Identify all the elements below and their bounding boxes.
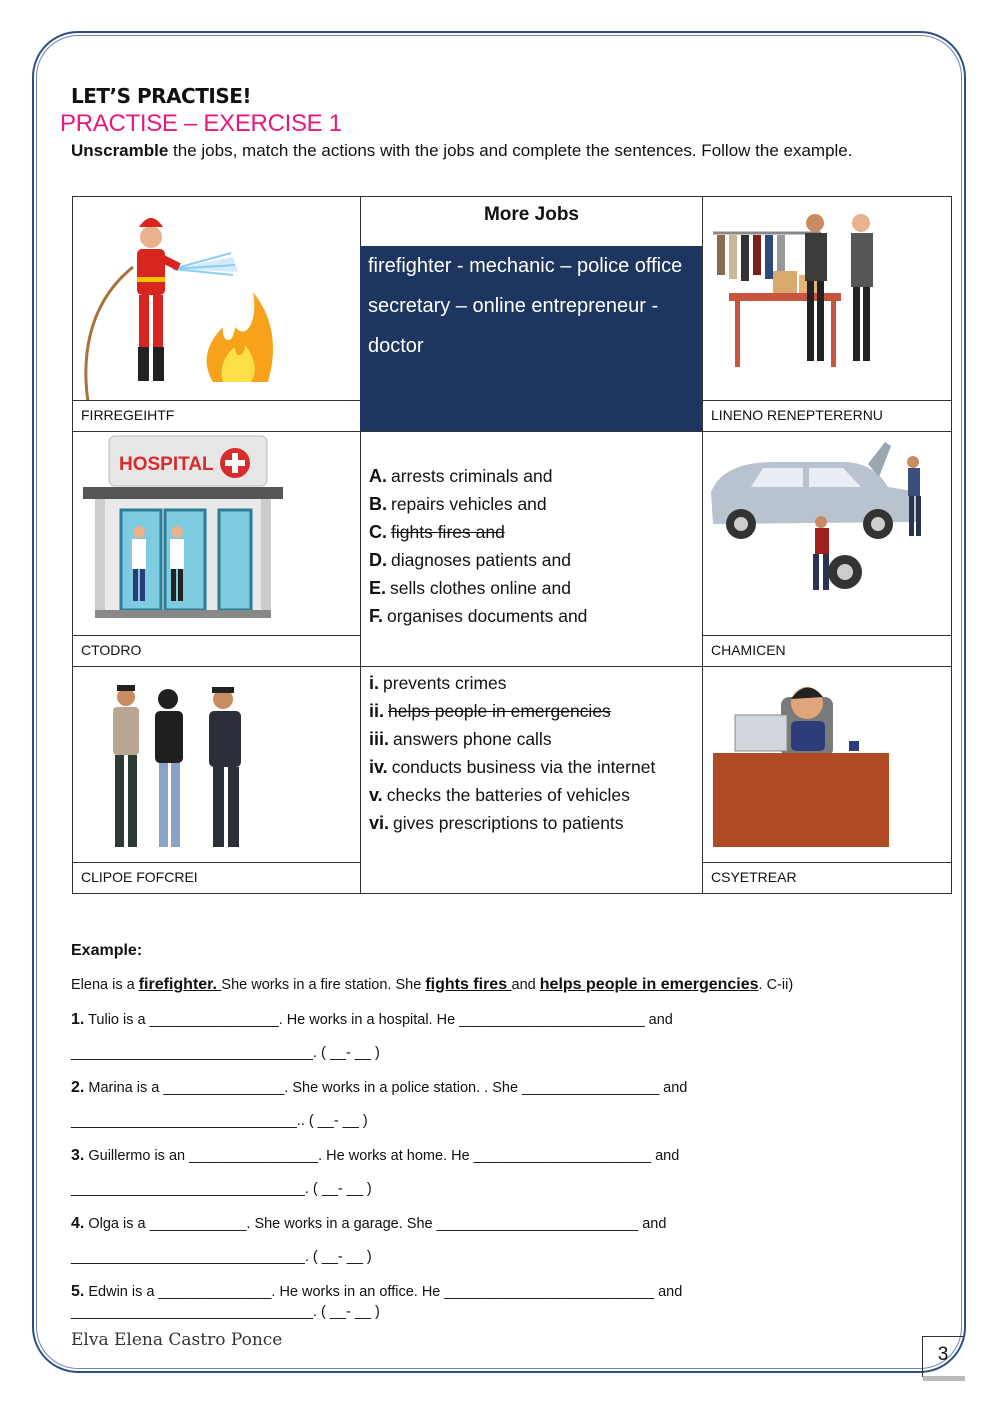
hospital-sign-text: HOSPITAL bbox=[119, 454, 214, 475]
action-item: B. repairs vehicles and bbox=[369, 494, 547, 514]
sentence-5-cont: ______________________________. ( __- __ ) bbox=[71, 1304, 380, 1320]
word-bank-line: secretary – online entrepreneur - bbox=[368, 295, 659, 317]
label-mechanic: CHAMICEN bbox=[702, 635, 952, 667]
hospital-illustration bbox=[73, 432, 362, 637]
jobs-table bbox=[72, 196, 952, 894]
mechanic-picture-cell bbox=[702, 431, 952, 636]
word-bank-line: firefighter - mechanic – police office bbox=[368, 255, 683, 277]
ending-item: v. checks the batteries of vehicles bbox=[369, 785, 630, 805]
ending-item: i. prevents crimes bbox=[369, 673, 507, 693]
ending-item: vi. gives prescriptions to patients bbox=[369, 813, 624, 833]
more-jobs-title: More Jobs bbox=[483, 204, 580, 225]
endings-list bbox=[369, 669, 655, 837]
entrepreneur-picture-cell bbox=[702, 196, 952, 401]
page-title: LET’S PRACTISE! bbox=[71, 84, 251, 108]
sentence-1-cont: ______________________________. ( __- __ ) bbox=[71, 1045, 380, 1061]
example-heading: Example: bbox=[71, 942, 143, 959]
sentence-5: 5. Edwin is a ______________. He works in an office. He __________________________ and bbox=[71, 1283, 683, 1300]
action-item: A. arrests criminals and bbox=[369, 466, 553, 486]
label-police: CLIPOE FOFCREI bbox=[72, 862, 361, 894]
word-bank-line: doctor bbox=[368, 335, 424, 357]
author-signature: Elva Elena Castro Ponce bbox=[71, 1330, 283, 1350]
doctor-picture-cell bbox=[72, 431, 361, 636]
sentence-3-cont: _____________________________. ( __- __ ) bbox=[71, 1181, 372, 1197]
label-entrepreneur: LINENO RENEPTERERNU bbox=[702, 400, 952, 432]
exercise-title: PRACTISE – EXERCISE 1 bbox=[60, 110, 342, 137]
police-picture-cell bbox=[72, 666, 361, 863]
action-item: D. diagnoses patients and bbox=[369, 550, 571, 570]
clothes-shop-illustration bbox=[703, 197, 953, 402]
ending-item: iii. answers phone calls bbox=[369, 729, 552, 749]
sentence-1: 1. Tulio is a ________________. He works in a hospital. He _______________________ and bbox=[71, 1011, 673, 1028]
action-item: E. sells clothes online and bbox=[369, 578, 571, 598]
sentence-4-cont: _____________________________. ( __- __ ) bbox=[71, 1249, 372, 1265]
firefighter-illustration bbox=[73, 197, 362, 402]
page-number: 3 bbox=[922, 1336, 963, 1377]
mechanic-illustration bbox=[703, 432, 953, 637]
firefighter-picture-cell bbox=[72, 196, 361, 401]
word-bank bbox=[360, 246, 703, 432]
sentence-2-cont: ____________________________.. ( __- __ ) bbox=[71, 1113, 368, 1129]
sentence-4: 4. Olga is a ____________. She works in a garage. She _________________________ and bbox=[71, 1215, 667, 1232]
secretary-illustration bbox=[703, 667, 953, 864]
ending-item: iv. conducts business via the internet bbox=[369, 757, 656, 777]
secretary-picture-cell bbox=[702, 666, 952, 863]
action-item: F. organises documents and bbox=[369, 606, 588, 626]
police-illustration bbox=[73, 667, 362, 864]
sentence-3: 3. Guillermo is an ________________. He works at home. He ______________________ and bbox=[71, 1147, 680, 1164]
example-sentence: Elena is a firefighter. She works in a fire station. She fights fires and helps people in emergencies. C-ii) bbox=[71, 976, 794, 993]
label-secretary: CSYETREAR bbox=[702, 862, 952, 894]
label-firefighter: FIRREGEIHTF bbox=[72, 400, 361, 432]
ending-item: ii. helps people in emergencies bbox=[369, 701, 611, 721]
instructions: Unscramble the jobs, match the actions with the jobs and complete the sentences. Follow the example. bbox=[71, 141, 853, 160]
action-item: C. fights fires and bbox=[369, 522, 505, 542]
label-doctor: CTODRO bbox=[72, 635, 361, 667]
actions-list bbox=[369, 462, 587, 630]
sentence-2: 2. Marina is a _______________. She works in a police station. . She _________________ and bbox=[71, 1079, 688, 1096]
